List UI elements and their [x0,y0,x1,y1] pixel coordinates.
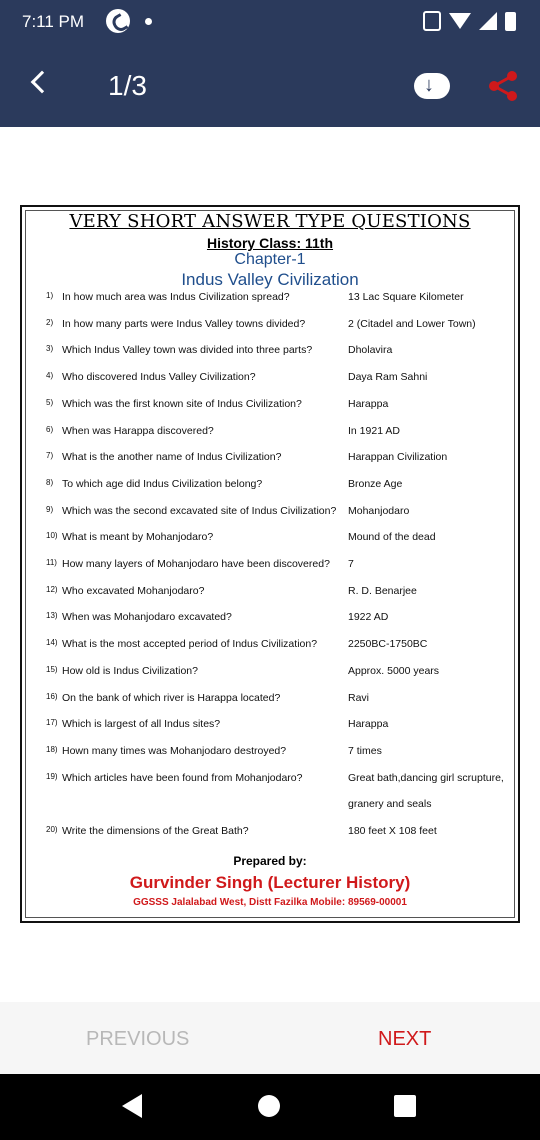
question-number: 12) [46,584,58,594]
question-number: 18) [46,744,58,754]
document-chapter: Chapter-1 [234,251,306,268]
page-indicator: 1/3 [108,70,147,101]
question-text: What is the another name of Indus Civilization? [62,451,282,464]
question-text: When was Harappa discovered? [62,424,214,437]
question-number: 16) [46,691,58,701]
question-number: 9) [46,504,54,514]
answer-text: Ravi [348,691,370,704]
question-number: 19) [46,771,58,781]
signal-icon [479,12,497,30]
answer-text: Mound of the dead [348,531,436,544]
answer-text: In 1921 AD [348,424,400,437]
question-number: 7) [46,451,54,461]
question-number: 14) [46,638,58,648]
question-text: Which was the second excavated site of Indus Civilization? [62,504,337,517]
download-icon[interactable] [414,73,450,99]
question-text: What is meant by Mohanjodaro? [62,531,214,544]
question-text: Which Indus Valley town was divided into three parts? [62,344,313,357]
status-bar [0,0,540,44]
document-title: VERY SHORT ANSWER TYPE QUESTIONS [69,211,471,232]
vibrate-icon [423,11,441,31]
answer-text: Approx. 5000 years [348,664,440,677]
next-button[interactable]: NEXT [378,1028,432,1050]
answer-text: R. D. Benarjee [348,584,417,597]
question-text: Write the dimensions of the Great Bath? [62,825,249,837]
document-page [20,205,520,923]
question-number: 15) [46,664,58,674]
wifi-icon [449,13,471,29]
question-text: Which is largest of all Indus sites? [62,718,221,731]
battery-icon [505,12,516,31]
answer-text: 2 (Citadel and Lower Town) [348,317,476,330]
document-class-line: History Class: 11th [206,235,334,251]
question-text: Which was the first known site of Indus Civilization? [62,397,302,410]
answer-text: granery and seals [348,798,432,811]
system-navigation-bar [0,1074,540,1140]
question-number: 2) [46,317,54,327]
answer-text: Dholavira [348,344,393,357]
notification-dot-icon [145,18,152,25]
page-navigation [0,1002,540,1074]
share-icon[interactable] [486,69,520,103]
question-number: 8) [46,477,54,487]
answer-text: 7 [348,558,354,570]
school-info: GGSSS Jalalabad West, Distt Fazilka Mobile: 89569-00001 [133,897,407,908]
answer-text: 180 feet X 108 feet [348,825,437,837]
answer-text: 2250BC-1750BC [348,638,428,651]
system-home-icon[interactable] [258,1095,280,1117]
question-text: How many layers of Mohanjodaro have been discovered? [62,558,330,570]
question-text: How old is Indus Civilization? [62,664,198,677]
question-number: 4) [46,371,54,381]
previous-button[interactable]: PREVIOUS [86,1028,190,1050]
question-number: 3) [46,344,54,354]
system-back-icon[interactable] [122,1094,142,1118]
question-text: Who discovered Indus Valley Civilization? [62,371,256,384]
system-recents-icon[interactable] [394,1095,416,1117]
question-text: In how many parts were Indus Valley towns divided? [62,317,306,330]
question-text: Who excavated Mohanjodaro? [62,584,205,597]
answer-text: Harappa [348,397,389,410]
question-text: To which age did Indus Civilization belong? [62,477,263,490]
question-number: 13) [46,611,58,621]
answer-text: Harappan Civilization [348,451,448,464]
question-number: 1) [46,291,54,300]
back-arrow-icon[interactable] [31,71,54,94]
question-number: 6) [46,424,54,434]
question-text: Which articles have been found from Mohanjodaro? [62,771,303,784]
answer-text: Great bath,dancing girl scrupture, [348,771,504,784]
answer-text: Mohanjodaro [348,504,410,517]
question-text: Hown many times was Mohanjodaro destroyed? [62,744,287,757]
answer-text: 1922 AD [348,611,389,624]
question-text: In how much area was Indus Civilization spread? [62,291,290,303]
prepared-by-label: Prepared by: [233,854,307,868]
question-number: 17) [46,718,58,728]
app-bar [0,44,540,127]
status-time: 7:11 PM [22,12,85,31]
answer-text: 13 Lac Square Kilometer [348,291,464,303]
status-icons [423,11,516,31]
question-number: 10) [46,531,58,541]
answer-text: Bronze Age [348,477,403,490]
whatsapp-notification-icon [106,9,130,33]
question-number: 20) [46,825,58,834]
author-name: Gurvinder Singh (Lecturer History) [129,873,411,892]
answer-text: Daya Ram Sahni [348,371,428,384]
question-text: When was Mohanjodaro excavated? [62,611,232,624]
question-text: On the bank of which river is Harappa located? [62,691,281,704]
answer-text: Harappa [348,718,389,731]
document-topic: Indus Valley Civilization [181,270,359,289]
question-text: What is the most accepted period of Indus Civilization? [62,638,318,651]
answer-text: 7 times [348,744,382,757]
question-number: 5) [46,397,54,407]
question-number: 11) [46,558,57,567]
